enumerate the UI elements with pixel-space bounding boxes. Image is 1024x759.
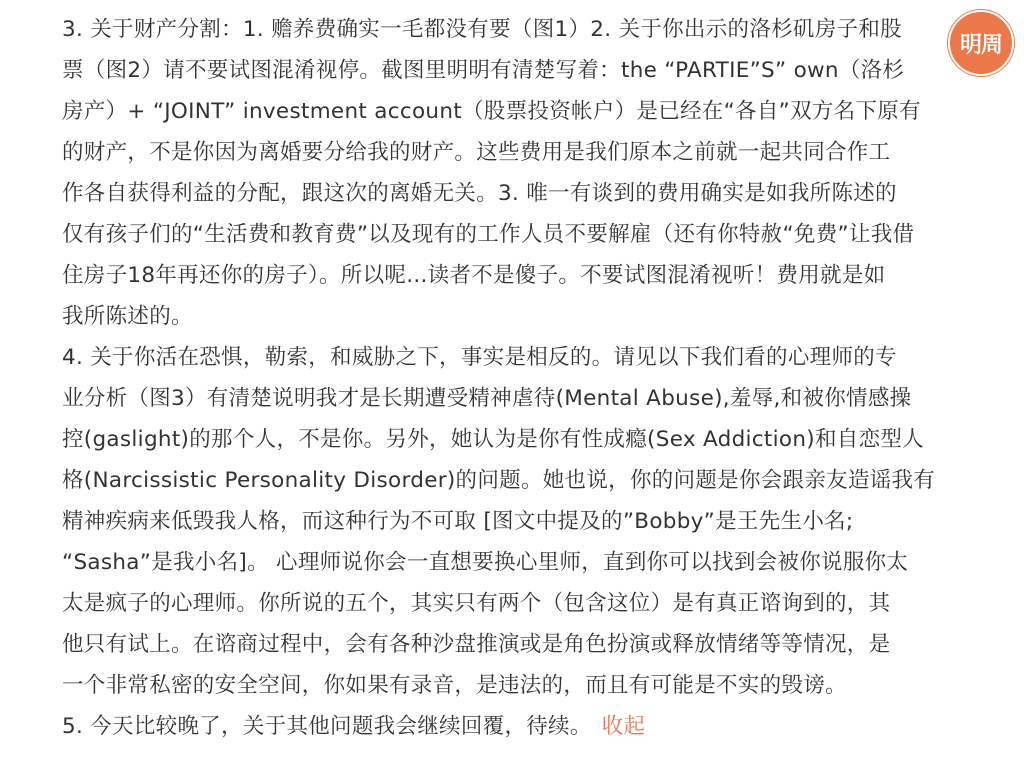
text-line: 的财产，不是你因为离婚要分给我的财产。这些费用是我们原本之前就一起共同合作工	[62, 140, 891, 165]
text-line: 票（图2）请不要试图混淆视停。截图里明明有清楚写着：the “PARTIE”S” own（洛杉	[62, 58, 905, 83]
text-line: 业分析（图3）有清楚说明我才是长期遭受精神虐待(Mental Abuse),羞辱,和被你情感操	[62, 386, 912, 411]
text-line: “Sasha”是我小名]。 心理师说你会一直想要换心里师，直到你可以找到会被你说服你太	[62, 550, 909, 575]
text-line: 太是疯子的心理师。你所说的五个，其实只有两个（包含这位）是有真正谘询到的，其	[62, 591, 891, 616]
last-line	[62, 706, 997, 747]
text-line: 控(gaslight)的那个人，不是你。另外，她认为是你有性成瘾(Sex Addiction)和自恋型人	[62, 427, 924, 452]
collapse-link[interactable]: 收起	[601, 714, 646, 739]
text-line: 作各自获得利益的分配，跟这次的离婚无关。3. 唯一有谈到的费用确实是如我所陈述的	[62, 181, 897, 206]
text-line: 房产）+ “JOINT” investment account（股票投资帐户）是已经在“各自”双方名下原有	[62, 99, 921, 124]
text-line: 格(Narcissistic Personality Disorder)的问题。她也说，你的问题是你会跟亲友造谣我有	[62, 468, 936, 493]
text-line: 我所陈述的。	[62, 304, 193, 329]
watermark-logo: 明周	[948, 10, 1014, 76]
text-line: 4. 关于你活在恐惧，勒索，和威胁之下，事实是相反的。请见以下我们看的心理师的专	[62, 345, 897, 370]
text-line: 5. 今天比较晚了，关于其他问题我会继续回覆，待续。	[62, 714, 592, 739]
text-line: 精神疾病来低毁我人格，而这种行为不可取 [图文中提及的”Bobby”是王先生小名;	[62, 509, 854, 534]
text-line: 一个非常私密的安全空间，你如果有录音，是违法的，而且有可能是不实的毁谤。	[62, 673, 847, 698]
text-line: 仅有孩子们的“生活费和教育费”以及现有的工作人员不要解雇（还有你特赦“免费”让我借	[62, 222, 915, 247]
post-text	[62, 9, 997, 747]
text-line: 住房子18年再还你的房子）。所以呢...读者不是傻子。不要试图混淆视听！费用就是如	[62, 263, 886, 288]
text-line: 3. 关于财产分割：1. 赡养费确实一毛都没有要（图1）2. 关于你出示的洛杉矶房子和股	[62, 17, 902, 42]
text-line: 他只有试上。在谘商过程中，会有各种沙盘推演或是角色扮演或释放情绪等等情况，是	[62, 632, 891, 657]
